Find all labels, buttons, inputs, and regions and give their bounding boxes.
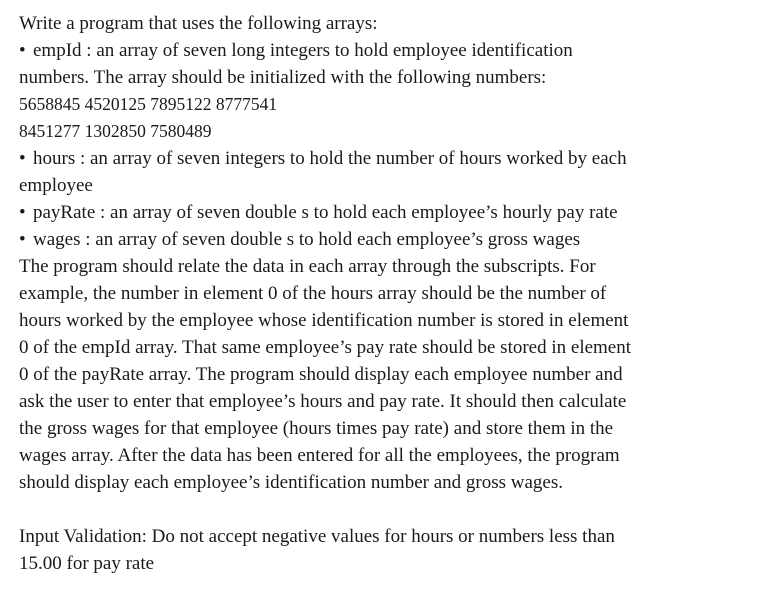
empid-text: empId : an array of seven long integers to hold employee identification — [33, 40, 573, 61]
empid-line-2: numbers. The array should be initialized with the following numbers: — [19, 67, 547, 88]
paragraph-line: hours worked by the employee whose identification number is stored in element — [19, 310, 629, 331]
wages-bullet-line — [19, 226, 749, 253]
bullet-icon: • — [19, 229, 26, 250]
paragraph-line: example, the number in element 0 of the hours array should be the number of — [19, 283, 607, 304]
hours-bullet-line-1 — [19, 145, 749, 172]
payrate-bullet-line — [19, 199, 749, 226]
bullet-icon: • — [19, 148, 26, 169]
intro-line: Write a program that uses the following arrays: — [19, 13, 378, 34]
empid-bullet-line-1 — [19, 37, 749, 64]
paragraph-line: should display each employee’s identification number and gross wages. — [19, 472, 564, 493]
empid-numbers-2: 8451277 1302850 7580489 — [19, 121, 212, 141]
paragraph-line: The program should relate the data in each array through the subscripts. For — [19, 256, 596, 277]
wages-text: wages : an array of seven double s to hold each employee’s gross wages — [33, 229, 581, 250]
paragraph-line: wages array. After the data has been entered for all the employees, the program — [19, 445, 620, 466]
paragraph-line: 0 of the empId array. That same employee’s pay rate should be stored in element — [19, 337, 632, 358]
payrate-text: payRate : an array of seven double s to hold each employee’s hourly pay rate — [33, 202, 618, 223]
paragraph-line: the gross wages for that employee (hours times pay rate) and store them in the — [19, 418, 614, 439]
validation-line: Input Validation: Do not accept negative values for hours or numbers less than — [19, 526, 615, 547]
bullet-icon: • — [19, 202, 26, 223]
paragraph-line: 0 of the payRate array. The program should display each employee number and — [19, 364, 623, 385]
hours-text: hours : an array of seven integers to hold the number of hours worked by each — [33, 148, 627, 169]
document-text — [19, 10, 749, 577]
paragraph-line: ask the user to enter that employee’s hours and pay rate. It should then calculate — [19, 391, 627, 412]
spacer — [19, 496, 749, 523]
empid-numbers-1: 5658845 4520125 7895122 8777541 — [19, 94, 278, 114]
validation-line: 15.00 for pay rate — [19, 553, 155, 574]
hours-line-2: employee — [19, 175, 93, 196]
bullet-icon: • — [19, 40, 26, 61]
